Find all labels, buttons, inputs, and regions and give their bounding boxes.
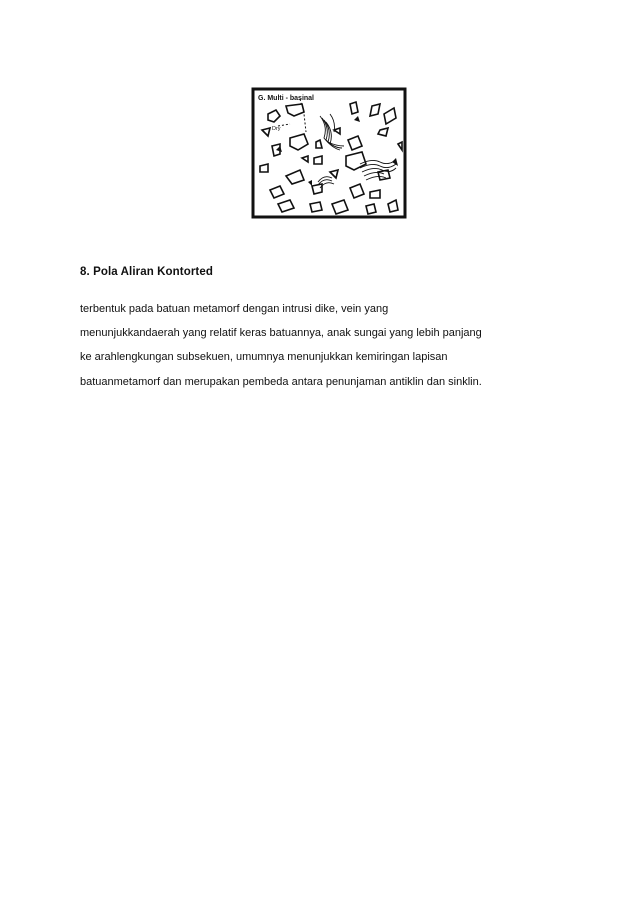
paragraph-line: batuanmetamorf dan merupakan pembeda antara penunjaman antiklin dan sinklin.: [80, 375, 482, 388]
paragraph-line: menunjukkandaerah yang relatif keras batuannya, anak sungai yang lebih panjang: [80, 327, 482, 340]
section-paragraph: [80, 297, 570, 394]
paragraph-line: terbentuk pada batuan metamorf dengan intrusi dike, vein yang: [80, 303, 389, 315]
section-heading: 8. Pola Aliran Kontorted: [80, 266, 213, 278]
drainage-pattern-diagram: [250, 86, 410, 222]
figure-title-label: G. Multi - basinal: [258, 95, 315, 102]
figure-dry-label: Dry: [272, 126, 281, 132]
multi-basinal-figure: [250, 86, 410, 222]
paragraph-line: ke arahlengkungan subsekuen, umumnya menunjukkan kemiringan lapisan: [80, 351, 448, 364]
